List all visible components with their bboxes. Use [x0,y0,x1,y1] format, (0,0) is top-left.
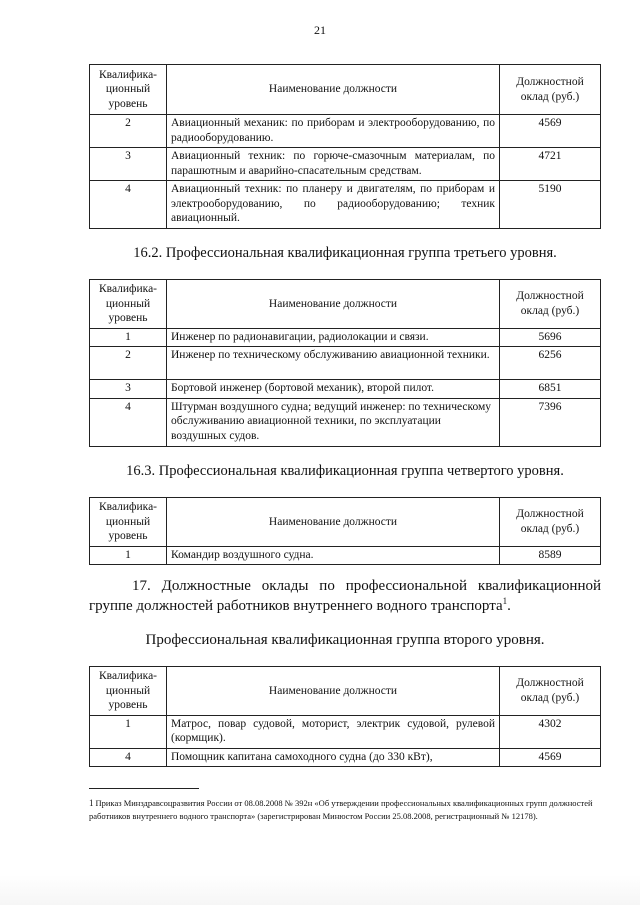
table-water-transport-level2 [89,666,601,767]
cell-salary: 7396 [500,398,601,446]
table-row [90,398,601,446]
section-paragraph-17 [89,576,601,616]
header-position: Наименование должности [167,280,500,329]
cell-position: Штурман воздушного судна; ведущий инженер: по техническому обслуживанию авиационной техники, по эксплуатации воздушных судов. [167,398,500,446]
header-level: Квалифика- ционный уровень [90,280,167,329]
cell-level: 1 [90,546,167,565]
cell-salary: 4302 [500,715,601,748]
table-row [90,748,601,767]
table-row [90,347,601,380]
table-row [90,115,601,148]
page-number: 21 [314,23,326,37]
page-bottom-shade [0,875,640,905]
header-position: Наименование должности [167,667,500,716]
footnote [89,797,603,823]
cell-salary: 5696 [500,328,601,347]
section-17-period: . [507,598,511,614]
section-heading-16-2: 16.2. Профессиональная квалификационная группа третьего уровня. [133,245,557,261]
cell-position: Авиационный техник: по горюче-смазочным материалам, по парашютным и аварийно-спасательным средствам. [167,148,500,181]
cell-position: Авиационный техник: по планеру и двигателям, по приборам и электрооборудованию, по радиооборудованию; техник авиационный. [167,181,500,229]
table-row [90,546,601,565]
table-header-row [90,65,601,115]
header-position: Наименование должности [167,498,500,547]
cell-salary: 8589 [500,546,601,565]
cell-position: Бортовой инженер (бортовой механик), второй пилот. [167,380,500,399]
table-row [90,380,601,399]
cell-position: Инженер по техническому обслуживанию авиационной техники. [167,347,500,380]
cell-salary: 4569 [500,748,601,767]
section-17-text: 17. Должностные оклады по профессиональной квалификационной группе должностей работников внутреннего водного транспорта [89,578,601,614]
header-level: Квалифика- ционный уровень [90,667,167,716]
cell-position: Командир воздушного судна. [167,546,500,565]
header-position: Наименование должности [167,65,500,115]
table-aviation-level3 [89,279,601,447]
cell-position: Матрос, повар судовой, моторист, электрик судовой, рулевой (кормщик). [167,715,500,748]
cell-salary: 6256 [500,347,601,380]
cell-level: 3 [90,380,167,399]
table-header-row [90,498,601,547]
cell-level: 2 [90,347,167,380]
table-aviation-level4 [89,497,601,565]
cell-position: Авиационный механик: по приборам и электрооборудованию, по радиооборудованию. [167,115,500,148]
cell-salary: 4569 [500,115,601,148]
table-header-row [90,280,601,329]
cell-position: Помощник капитана самоходного судна (до 330 кВт), [167,748,500,767]
header-salary: Должностной оклад (руб.) [500,667,601,716]
cell-level: 1 [90,328,167,347]
cell-level: 4 [90,748,167,767]
cell-level: 4 [90,398,167,446]
cell-salary: 6851 [500,380,601,399]
header-level: Квалифика- ционный уровень [90,65,167,115]
cell-position: Инженер по радионавигации, радиолокации и связи. [167,328,500,347]
cell-level: 4 [90,181,167,229]
header-salary: Должностной оклад (руб.) [500,65,601,115]
cell-level: 3 [90,148,167,181]
table-row [90,328,601,347]
footnote-mark: 1 [89,798,94,808]
footnote-reference: 1 [502,596,508,606]
table-row [90,181,601,229]
footnote-rule [89,788,199,789]
footnote-text: Приказ Минздравсоцразвития России от 08.08.2008 № 392н «Об утверждении профессиональных квалификационных групп должностей работников внутреннего водного транспорта» (зарегистрирован Минюстом России 25.08.2008, регистрационный № 12178). [89,798,593,821]
cell-salary: 5190 [500,181,601,229]
table-row [90,715,601,748]
cell-level: 2 [90,115,167,148]
section-heading-16-3: 16.3. Профессиональная квалификационная группа четвертого уровня. [126,463,564,479]
table-row [90,148,601,181]
table-aviation-level2 [89,64,601,229]
cell-level: 1 [90,715,167,748]
header-salary: Должностной оклад (руб.) [500,280,601,329]
table-header-row [90,667,601,716]
header-salary: Должностной оклад (руб.) [500,498,601,547]
header-level: Квалифика- ционный уровень [90,498,167,547]
cell-salary: 4721 [500,148,601,181]
section-subheading-17: Профессиональная квалификационная группа второго уровня. [145,632,545,648]
